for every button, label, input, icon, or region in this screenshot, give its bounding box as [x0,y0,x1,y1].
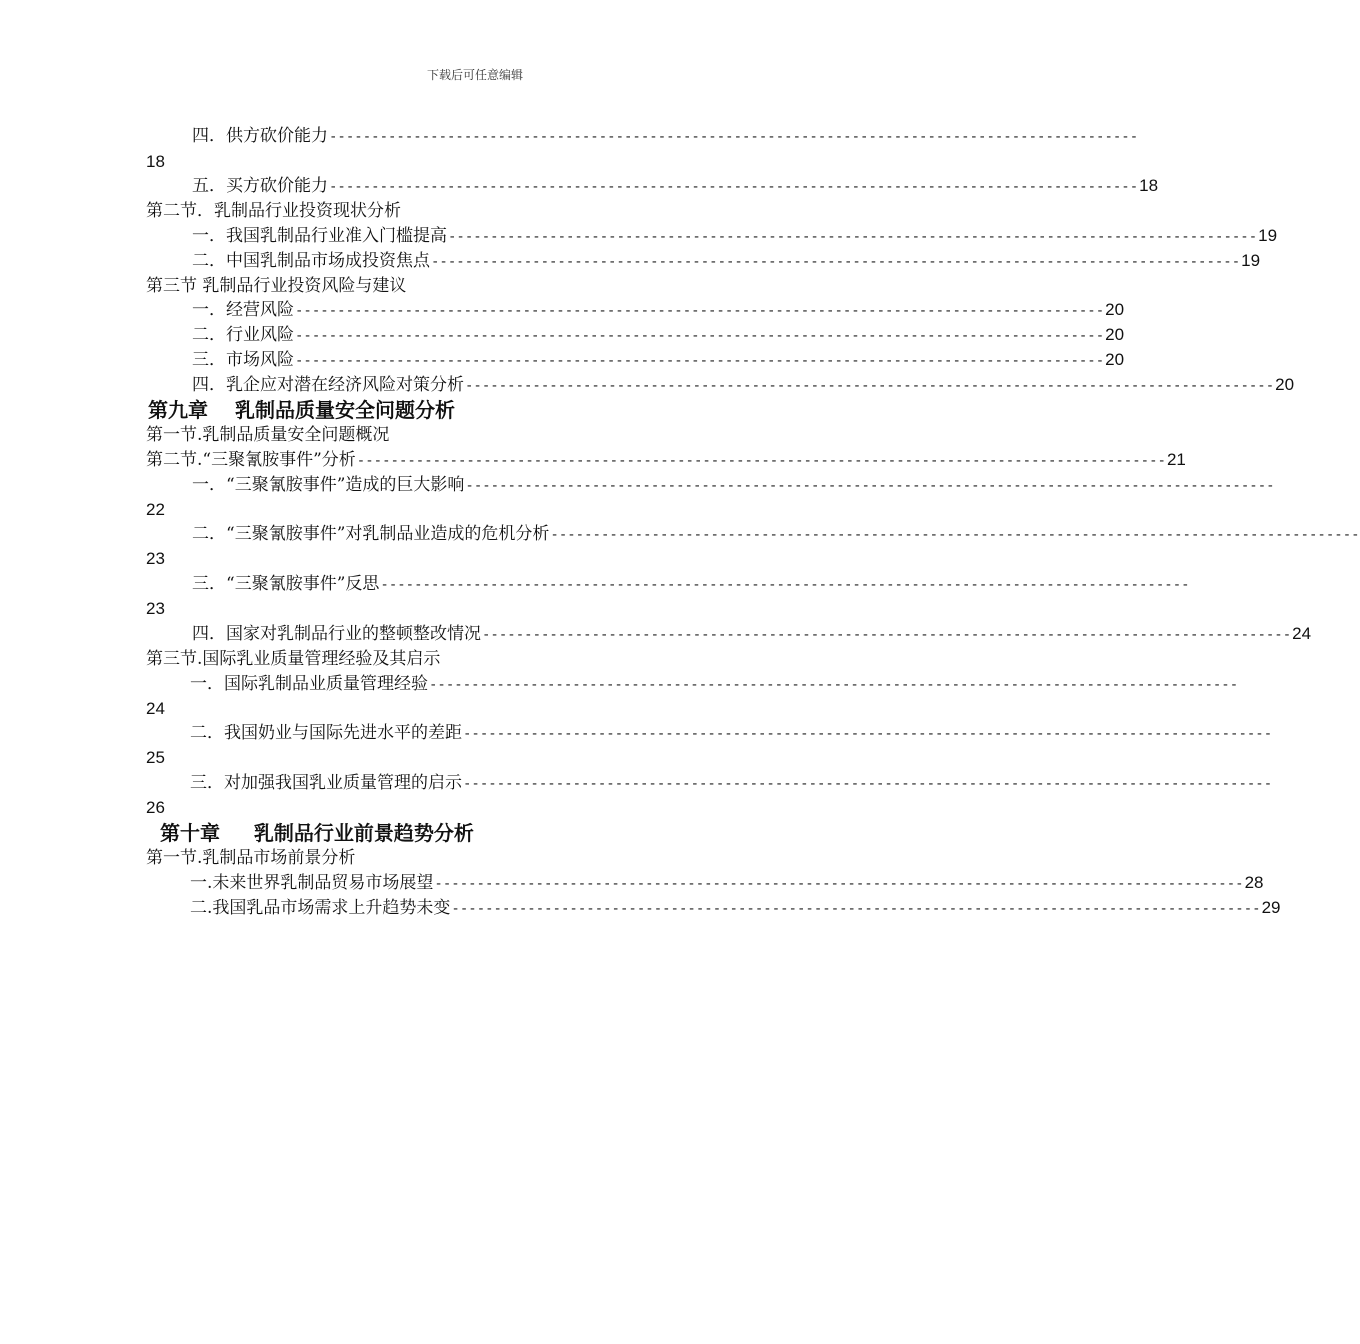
toc-entry[interactable] [192,473,1275,497]
toc-chapter[interactable]: 第十章 乳制品行业前景趋势分析 [160,821,474,845]
dot-leader: ------------------------------------------------------------------------------------------------ [356,453,1166,469]
dot-leader: ------------------------------------------------------------------------------------------------ [295,303,1105,319]
toc-entry-label: 二.我国乳品市场需求上升趋势未变 [190,898,451,918]
toc-entry[interactable] [192,522,1360,546]
toc-section[interactable]: 第三节 乳制品行业投资风险与建议 [146,276,407,296]
toc-entry[interactable] [192,298,1125,322]
toc-section[interactable]: 第二节．乳制品行业投资现状分析 [146,201,401,221]
toc-entry-page: 24 [146,699,165,718]
toc-entry-page: 19 [1258,226,1278,245]
toc-entry-label: 一．经营风险 [192,300,294,320]
dot-leader: ------------------------------------------------------------------------------------------------ [434,876,1244,892]
dot-leader: ------------------------------------------------------------------------------------------------ [465,378,1275,394]
toc-entry-page: 18 [1139,176,1159,195]
toc-entry-label: 三．对加强我国乳业质量管理的启示 [190,773,462,793]
toc-entry[interactable] [192,373,1295,397]
toc-entry-page: 25 [146,748,165,767]
toc-entry-page: 20 [1105,300,1125,319]
toc-section[interactable]: 第三节.国际乳业质量管理经验及其启示 [146,649,441,669]
toc-entry-label: 四．供方砍价能力 [192,126,328,146]
toc-entry[interactable] [190,721,1273,745]
toc-entry-page: 24 [1292,624,1312,643]
toc-entry-label: 二．中国乳制品市场成投资焦点 [192,251,430,271]
dot-leader: ------------------------------------------------------------------------------------------------ [431,254,1241,270]
toc-entry-label: 一.未来世界乳制品贸易市场展望 [190,873,434,893]
dot-leader: ------------------------------------------------------------------------------------------------ [429,677,1239,693]
toc-entry[interactable] [192,323,1125,347]
toc-entry-label: 三．市场风险 [192,350,294,370]
toc-entry-label: 一．国际乳制品业质量管理经验 [190,674,428,694]
toc-entry-label: 一．“三聚氰胺事件”造成的巨大影响 [192,475,465,495]
toc-entry[interactable] [190,896,1281,920]
toc-entry-label: 四．国家对乳制品行业的整顿整改情况 [192,624,481,644]
dot-leader: ------------------------------------------------------------------------------------------------ [448,229,1258,245]
toc-entry-label: 第二节.“三聚氰胺事件”分析 [146,450,356,470]
dot-leader: ------------------------------------------------------------------------------------------------ [329,129,1139,145]
toc-entry-label: 四．乳企应对潜在经济风险对策分析 [192,375,464,395]
toc-entry-label: 五．买方砍价能力 [192,176,328,196]
toc-entry-page: 18 [146,152,165,171]
dot-leader: ------------------------------------------------------------------------------------------------ [465,478,1275,494]
dot-leader: ------------------------------------------------------------------------------------------------ [482,627,1292,643]
page-header: 下载后可任意编辑 [426,68,523,82]
toc-entry[interactable] [192,249,1261,273]
toc-entry-label: 二．我国奶业与国际先进水平的差距 [190,723,462,743]
toc-entry[interactable] [192,572,1190,596]
toc-entry[interactable] [146,448,1186,472]
toc-entry-page: 20 [1105,325,1125,344]
toc-entry-page: 20 [1275,375,1295,394]
toc-entry-label: 三．“三聚氰胺事件”反思 [192,574,380,594]
toc-entry-label: 一．我国乳制品行业准入门槛提高 [192,226,447,246]
toc-section[interactable]: 第一节.乳制品市场前景分析 [146,848,356,868]
toc-entry-label: 二．“三聚氰胺事件”对乳制品业造成的危机分析 [192,524,550,544]
toc-entry[interactable] [192,124,1139,148]
toc-entry-page: 20 [1105,350,1125,369]
dot-leader: ------------------------------------------------------------------------------------------------ [295,353,1105,369]
toc-entry[interactable] [192,224,1278,248]
dot-leader: ------------------------------------------------------------------------------------------------ [295,328,1105,344]
dot-leader: ------------------------------------------------------------------------------------------------ [451,901,1261,917]
dot-leader: ------------------------------------------------------------------------------------------------ [463,726,1273,742]
toc-entry[interactable] [190,871,1264,895]
toc-entry-label: 二．行业风险 [192,325,294,345]
toc-entry-page: 29 [1261,898,1281,917]
dot-leader: ------------------------------------------------------------------------------------------------ [380,577,1190,593]
dot-leader: ------------------------------------------------------------------------------------------------ [329,179,1139,195]
toc-entry-page: 23 [146,599,165,618]
toc-entry-page: 22 [146,500,165,519]
toc-entry[interactable] [192,174,1159,198]
toc-entry[interactable] [192,622,1312,646]
toc-entry[interactable] [190,672,1239,696]
toc-entry-page: 23 [146,549,165,568]
dot-leader: ------------------------------------------------------------------------------------------------ [550,527,1360,543]
toc-entry-page: 28 [1244,873,1264,892]
toc-entry-page: 26 [146,798,165,817]
toc-entry[interactable] [190,771,1273,795]
dot-leader: ------------------------------------------------------------------------------------------------ [463,776,1273,792]
toc-entry-page: 19 [1241,251,1261,270]
toc-entry-page: 21 [1166,450,1186,469]
toc-entry[interactable] [192,348,1125,372]
toc-chapter[interactable]: 第九章 乳制品质量安全问题分析 [148,398,455,422]
toc-section[interactable]: 第一节.乳制品质量安全问题概况 [146,425,390,445]
